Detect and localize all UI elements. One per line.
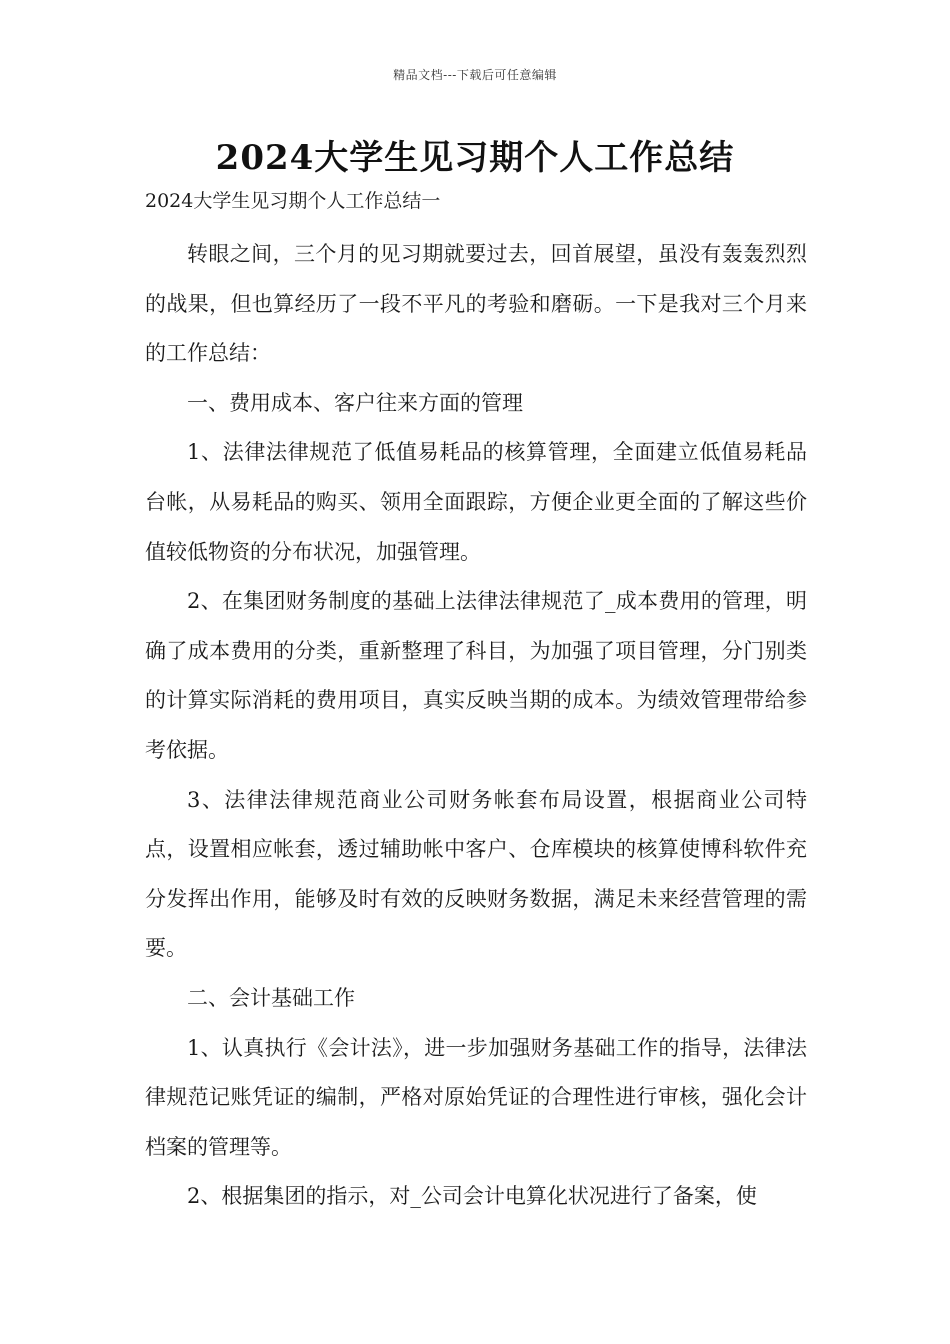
paragraph-1-1: 1、法律法律规范了低值易耗品的核算管理，全面建立低值易耗品台帐，从易耗品的购买、领用全面跟踪，方便企业更全面的了解这些价值较低物资的分布状况，加强管理。 — [145, 440, 807, 564]
document-subtitle: 2024大学生见习期个人工作总结一 — [145, 190, 441, 212]
paragraph-2-2: 2、根据集团的指示，对_公司会计电算化状况进行了备案，使 — [187, 1184, 757, 1209]
document-body — [145, 230, 807, 1222]
header-note: 精品文档---下载后可任意编辑 — [393, 68, 557, 82]
section-heading-2: 二、会计基础工作 — [187, 985, 355, 1010]
document-title: 2024大学生见习期个人工作总结 — [215, 138, 735, 178]
paragraph-1-3: 3、法律法律规范商业公司财务帐套布局设置，根据商业公司特点，设置相应帐套，透过辅助帐中客户、仓库模块的核算使博科软件充分发挥出作用，能够及时有效的反映财务数据，满足未来经营管理的需要。 — [145, 787, 807, 961]
paragraph-1-2: 2、在集团财务制度的基础上法律法律规范了_成本费用的管理，明确了成本费用的分类，重新整理了科目，为加强了项目管理，分门别类的计算实际消耗的费用项目，真实反映当期的成本。为绩效管理带给参考依据。 — [145, 589, 807, 762]
paragraph-2-1: 1、认真执行《会计法》，进一步加强财务基础工作的指导，法律法律规范记账凭证的编制，严格对原始凭证的合理性进行审核，强化会计档案的管理等。 — [145, 1035, 807, 1159]
paragraph-intro: 转眼之间，三个月的见习期就要过去，回首展望，虽没有轰轰烈烈的战果，但也算经历了一段不平凡的考验和磨砺。一下是我对三个月来的工作总结： — [145, 242, 807, 366]
section-heading-1: 一、费用成本、客户往来方面的管理 — [187, 390, 523, 415]
